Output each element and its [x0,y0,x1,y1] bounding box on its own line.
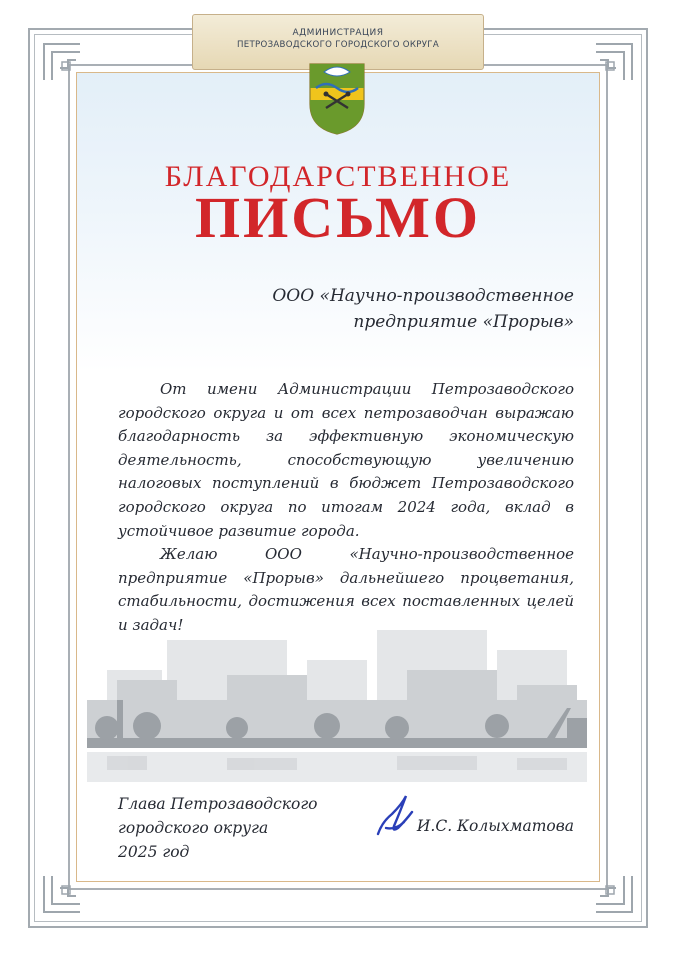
recipient-block [0,283,574,335]
body-paragraph-1: От имени Администрации Петрозаводского городского округа и от всех петрозаводчан выражаю благодарность за эффективную экономическую деятельность, способствующую увеличению налоговых поступлений в бюджет Петрозаводского городского округа по итогам 2024 года, вклад в устойчивое развитие города. [118,380,574,540]
recipient-line1: ООО «Научно-производственное [272,286,574,306]
city-coat-of-arms-icon [306,58,368,136]
letter-year: 2025 год [118,843,190,861]
letter-body [118,378,574,638]
city-skyline-illustration [77,600,599,810]
title-line2: ПИСЬМО [195,185,481,250]
title-line1: БЛАГОДАРСТВЕННОЕ [164,160,512,193]
body-paragraph-2: Желаю ООО «Научно-производственное предприятие «Прорыв» дальнейшего процветания, стабильности, достижения всех поставленных целей и задач! [118,545,574,634]
corner-ornament-icon [40,40,100,100]
corner-ornament-icon [576,856,636,916]
signer-position-line2: городского округа [118,819,269,837]
org-name-line1: АДМИНИСТРАЦИЯ [292,28,384,38]
corner-ornament-icon [40,856,100,916]
signer-name: И.С. Колыхматова [416,817,574,835]
recipient-line2: предприятие «Прорыв» [353,312,574,332]
org-name-line2: ПЕТРОЗАВОДСКОГО ГОРОДСКОГО ОКРУГА [236,40,440,50]
corner-ornament-icon [576,40,636,100]
signer-position-line1: Глава Петрозаводского [118,795,318,813]
